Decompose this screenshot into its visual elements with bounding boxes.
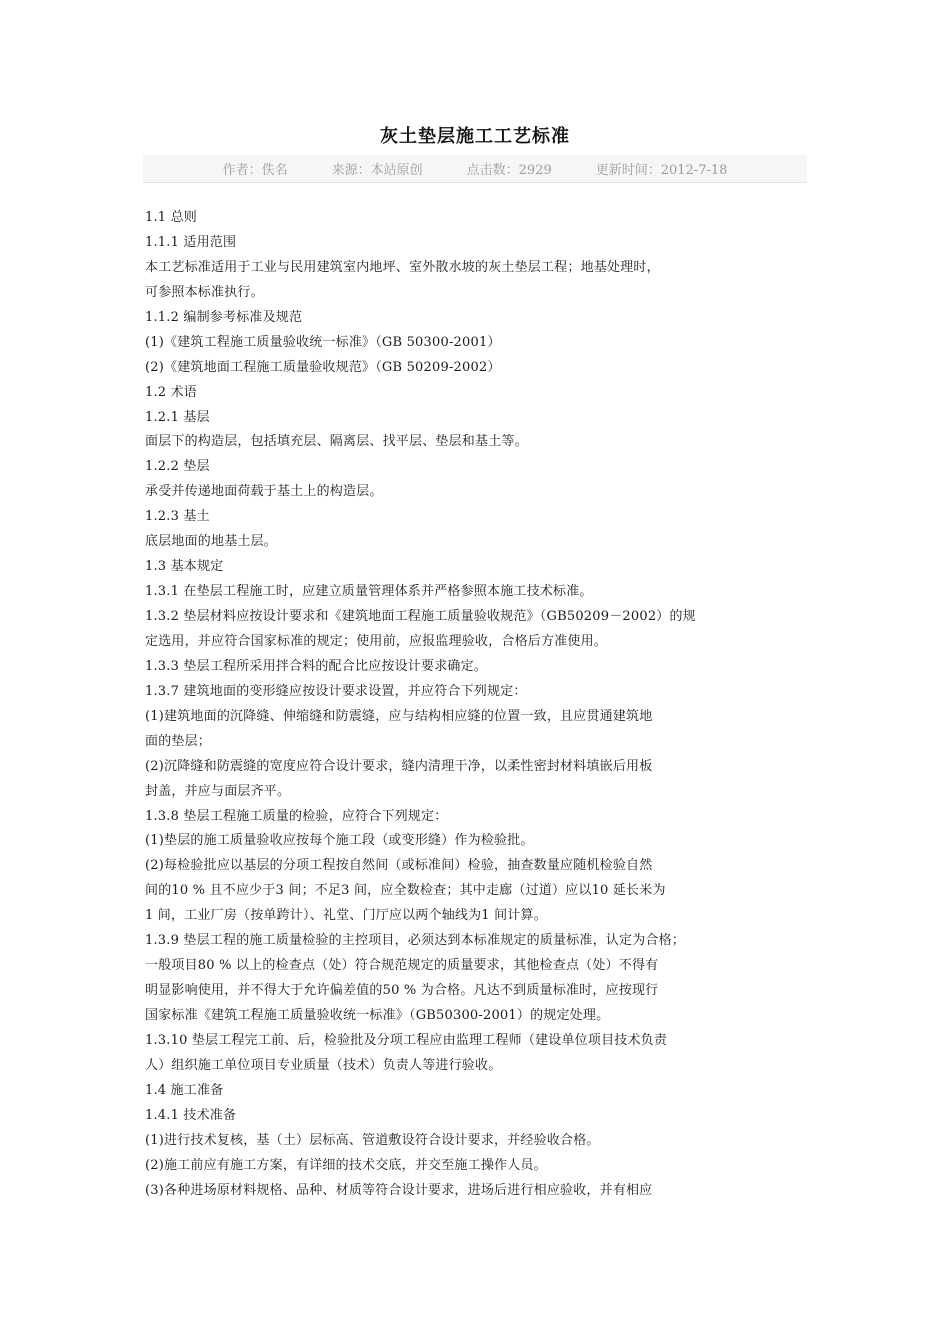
document-body <box>145 206 785 1204</box>
body-text-line: 承受并传递地面荷载于基土上的构造层。 <box>145 484 383 500</box>
body-text-line: 人）组织施工单位项目专业质量（技术）负责人等进行验收。 <box>145 1057 502 1073</box>
body-text-line: 1.3.7 建筑地面的变形缝应按设计要求设置，并应符合下列规定： <box>145 683 527 699</box>
body-text-line: 1.1 总则 <box>145 210 198 225</box>
body-text-line: 可参照本标准执行。 <box>145 284 264 300</box>
body-text-line: (2)施工前应有施工方案，有详细的技术交底，并交至施工操作人员。 <box>145 1157 547 1173</box>
body-text-line: 1.2.2 垫层 <box>145 459 210 475</box>
body-text-line: 1.3.3 垫层工程所采用拌合料的配合比应按设计要求确定。 <box>145 658 488 674</box>
body-text-line: (1)建筑地面的沉降缝、伸缩缝和防震缝，应与结构相应缝的位置一致，且应贯通建筑地 <box>145 708 653 724</box>
body-text-line: 1.3.10 垫层工程完工前、后，检验批及分项工程应由监理工程师（建设单位项目技术负责 <box>145 1032 668 1048</box>
body-text-line: (3)各种进场原材料规格、品种、材质等符合设计要求，进场后进行相应验收，并有相应 <box>145 1182 653 1198</box>
updated-time-meta: 更新时间：2012-7-18 <box>595 163 728 178</box>
body-text-line: 本工艺标准适用于工业与民用建筑室内地坪、室外散水坡的灰土垫层工程；地基处理时， <box>145 259 660 275</box>
body-text-line: 1.4 施工准备 <box>145 1082 224 1098</box>
body-text-line: 1.4.1 技术准备 <box>145 1107 237 1123</box>
body-text-line: 1.3 基本规定 <box>145 559 224 575</box>
source-meta: 来源：本站原创 <box>331 163 423 178</box>
body-text-line: 底层地面的地基土层。 <box>145 534 278 550</box>
body-text-line: 1.2.1 基层 <box>145 409 210 425</box>
body-text-line: 1.3.1 在垫层工程施工时，应建立质量管理体系并严格参照本施工技术标准。 <box>145 584 593 600</box>
body-text-line: (1)《建筑工程施工质量验收统一标准》（GB 50300-2001） <box>145 334 501 350</box>
body-text-line: 1.3.9 垫层工程的施工质量检验的主控项目，必须达到本标准规定的质量标准，认定为合格； <box>145 933 686 949</box>
body-text-line: 定选用，并应符合国家标准的规定；使用前，应报监理验收，合格后方准使用。 <box>145 633 608 649</box>
author-meta: 作者：佚名 <box>222 163 288 178</box>
body-text-line: 间的10 % 且不应少于3 间；不足3 间，应全数检查；其中走廊（过道）应以10 延长米为 <box>145 883 666 899</box>
body-text-line: 1 间，工业厂房（按单跨计）、礼堂、门厅应以两个轴线为1 间计算。 <box>145 908 547 924</box>
body-text-line: 1.2 术语 <box>145 384 198 400</box>
click-count-meta: 点击数：2929 <box>466 163 552 178</box>
body-text-line: 面的垫层； <box>145 733 212 749</box>
body-text-line: 1.2.3 基土 <box>145 509 210 525</box>
body-text-line: 1.1.1 适用范围 <box>145 234 237 250</box>
body-text-line: 1.1.2 编制参考标准及规范 <box>145 309 303 325</box>
body-text-line: 面层下的构造层，包括填充层、隔离层、找平层、垫层和基土等。 <box>145 434 528 450</box>
body-text-line: 一般项目80 % 以上的检查点（处）符合规范规定的质量要求，其他检查点（处）不得有 <box>145 958 659 974</box>
body-text-line: 1.3.2 垫层材料应按设计要求和《建筑地面工程施工质量验收规范》（GB50209－2002）的规 <box>145 609 696 624</box>
body-text-line: (2)每检验批应以基层的分项工程按自然间（或标准间）检验，抽查数量应随机检验自然 <box>145 858 653 874</box>
article-meta-bar <box>143 155 807 183</box>
body-text-line: (1)进行技术复核，基（土）层标高、管道敷设符合设计要求，并经验收合格。 <box>145 1132 600 1148</box>
body-text-line: (1)垫层的施工质量验收应按每个施工段（或变形缝）作为检验批。 <box>145 833 534 849</box>
body-text-line: 国家标准《建筑工程施工质量验收统一标准》（GB50300-2001）的规定处理。 <box>145 1008 610 1023</box>
body-text-line: (2)沉降缝和防震缝的宽度应符合设计要求，缝内清理干净，以柔性密封材料填嵌后用板 <box>145 758 653 774</box>
page-title: 灰土垫层施工工艺标准 <box>380 126 570 147</box>
body-text-line: (2)《建筑地面工程施工质量验收规范》（GB 50209-2002） <box>145 359 501 375</box>
body-text-line: 封盖，并应与面层齐平。 <box>145 783 291 799</box>
body-text-line: 1.3.8 垫层工程施工质量的检验，应符合下列规定： <box>145 808 448 824</box>
body-text-line: 明显影响使用，并不得大于允许偏差值的50 % 为合格。凡达不到质量标准时，应按现行 <box>145 983 659 999</box>
